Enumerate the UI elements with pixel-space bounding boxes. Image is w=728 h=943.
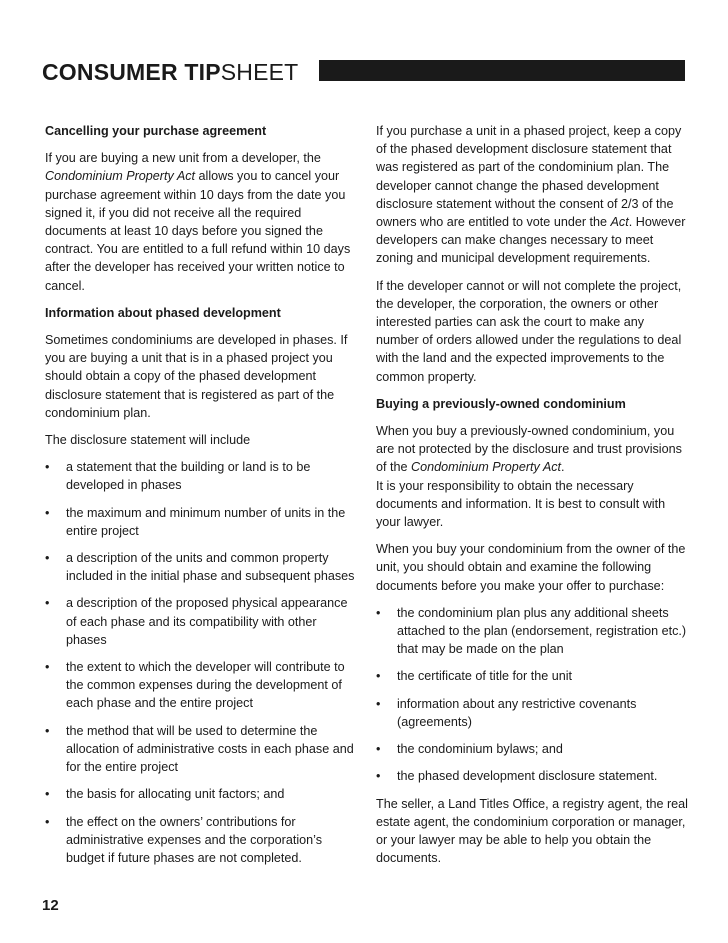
header-title-bold: CONSUMER TIP	[42, 59, 221, 85]
list-item	[45, 785, 355, 803]
list-item	[45, 458, 355, 494]
owned-text-3: It is your responsibility to obtain the necessary documents and information. It is best to consult with your lawyer.	[376, 478, 666, 530]
page-number: 12	[42, 897, 59, 914]
list-item	[45, 658, 355, 713]
header-title	[42, 57, 298, 87]
bullet-icon: •	[45, 787, 50, 802]
list-item-text: the condominium bylaws; and	[397, 742, 563, 757]
previously-owned-paragraph	[376, 422, 688, 531]
phased-copy-text: If you purchase a unit in a phased project, keep a copy of the phased development disclosure statement that was registered as part of the condominium plan. The developer cannot change the phased development disclosure statement without the consent of 2/3 of the owners who are entitled to vote under the	[376, 124, 682, 230]
list-item-text: information about any restrictive covenants (agreements)	[397, 696, 637, 729]
list-item	[376, 604, 688, 659]
list-item	[376, 740, 688, 758]
owner-paragraph: When you buy your condominium from the owner of the unit, you should obtain and examine the following documents before you make your offer to purchase:	[376, 542, 686, 593]
seller-paragraph: The seller, a Land Titles Office, a registry agent, the real estate agent, the condominium corporation or manager, or your lawyer may be able to help you obtain the documents.	[376, 796, 688, 866]
court-paragraph: If the developer cannot or will not complete the project, the developer, the corporation, the owners or other interested parties can ask the court to make any number of orders allowed under the regulations to deal with the land and the expected improvements to the common property.	[376, 278, 682, 384]
bullet-icon: •	[45, 596, 50, 611]
list-item-text: the extent to which the developer will contribute to the common expenses during the development of each phase and the entire project	[66, 660, 345, 711]
section-heading-cancelling: Cancelling your purchase agreement	[45, 124, 267, 138]
documents-bullet-list	[376, 604, 688, 786]
list-item-text: a description of the proposed physical appearance of each phase and its compatibility with other phases	[66, 596, 348, 647]
list-item-text: the condominium plan plus any additional sheets attached to the plan (endorsement, registration etc.) that may be made on the plan	[397, 605, 687, 657]
bullet-icon: •	[45, 723, 50, 738]
list-item	[376, 695, 688, 731]
right-column	[376, 122, 688, 876]
list-item-text: the phased development disclosure statement.	[397, 769, 658, 784]
bullet-icon: •	[45, 505, 50, 520]
act-name-italic: Condominium Property Act	[411, 460, 562, 475]
owned-text-2: .	[561, 460, 565, 475]
cancelling-paragraph	[45, 149, 355, 295]
bullet-icon: •	[376, 769, 381, 784]
list-item-text: a statement that the building or land is to be developed in phases	[66, 460, 311, 493]
page-header	[42, 57, 686, 87]
section-heading-phased: Information about phased development	[45, 305, 281, 320]
bullet-icon: •	[376, 742, 381, 757]
list-item-text: a description of the units and common property included in the initial phase and subsequent phases	[66, 551, 355, 584]
phased-copy-paragraph	[376, 122, 688, 268]
list-item-text: the certificate of title for the unit	[397, 669, 573, 684]
header-title-light: SHEET	[220, 59, 299, 85]
list-item-text: the effect on the owners’ contributions for administrative expenses and the corporation’s budget if future phases are not completed.	[66, 814, 322, 865]
bullet-icon: •	[376, 669, 381, 684]
bullet-icon: •	[376, 696, 381, 711]
owned-text-1: When you buy a previously-owned condominium, you are not protected by the disclosure and trust provisions of the	[376, 424, 682, 475]
list-item	[376, 767, 688, 785]
list-item	[45, 813, 355, 868]
bullet-icon: •	[45, 660, 50, 675]
list-item-text: the basis for allocating unit factors; and	[66, 787, 285, 802]
disclosure-intro: The disclosure statement will include	[45, 433, 251, 448]
disclosure-bullet-list	[45, 458, 355, 867]
cancelling-text-1: If you are buying a new unit from a developer, the	[45, 151, 321, 166]
act-name-italic: Condominium Property Act	[45, 169, 196, 184]
phased-paragraph: Sometimes condominiums are developed in phases. If you are buying a unit that is in a phased project you should obtain a copy of the phased development disclosure statement that is registered as part of the condominium plan.	[45, 333, 348, 420]
bullet-icon: •	[45, 551, 50, 566]
phased-copy-end: . However developers can make changes necessary to meet zoning and municipal development requirements.	[376, 215, 686, 266]
bullet-icon: •	[45, 814, 50, 829]
bullet-icon: •	[376, 605, 381, 620]
list-item	[45, 594, 355, 649]
header-rule-bar	[319, 60, 685, 81]
left-column	[45, 122, 355, 876]
list-item	[45, 722, 355, 777]
list-item	[45, 549, 355, 585]
bullet-icon: •	[45, 460, 50, 475]
list-item-text: the maximum and minimum number of units in the entire project	[66, 505, 346, 538]
list-item	[376, 667, 688, 685]
section-heading-previously-owned: Buying a previously-owned condominium	[376, 396, 626, 411]
list-item	[45, 504, 355, 540]
act-italic: Act	[610, 215, 629, 230]
list-item-text: the method that will be used to determine the allocation of administrative costs in each phase and for the entire project	[66, 723, 354, 775]
cancelling-text-2: allows you to cancel your purchase agreement within 10 days from the date you signed it, if you did not receive all the required documents at least 10 days before you signed the contract. You are entitled to a full refund within 10 days after the developer has received your written notice to cancel.	[45, 169, 351, 293]
